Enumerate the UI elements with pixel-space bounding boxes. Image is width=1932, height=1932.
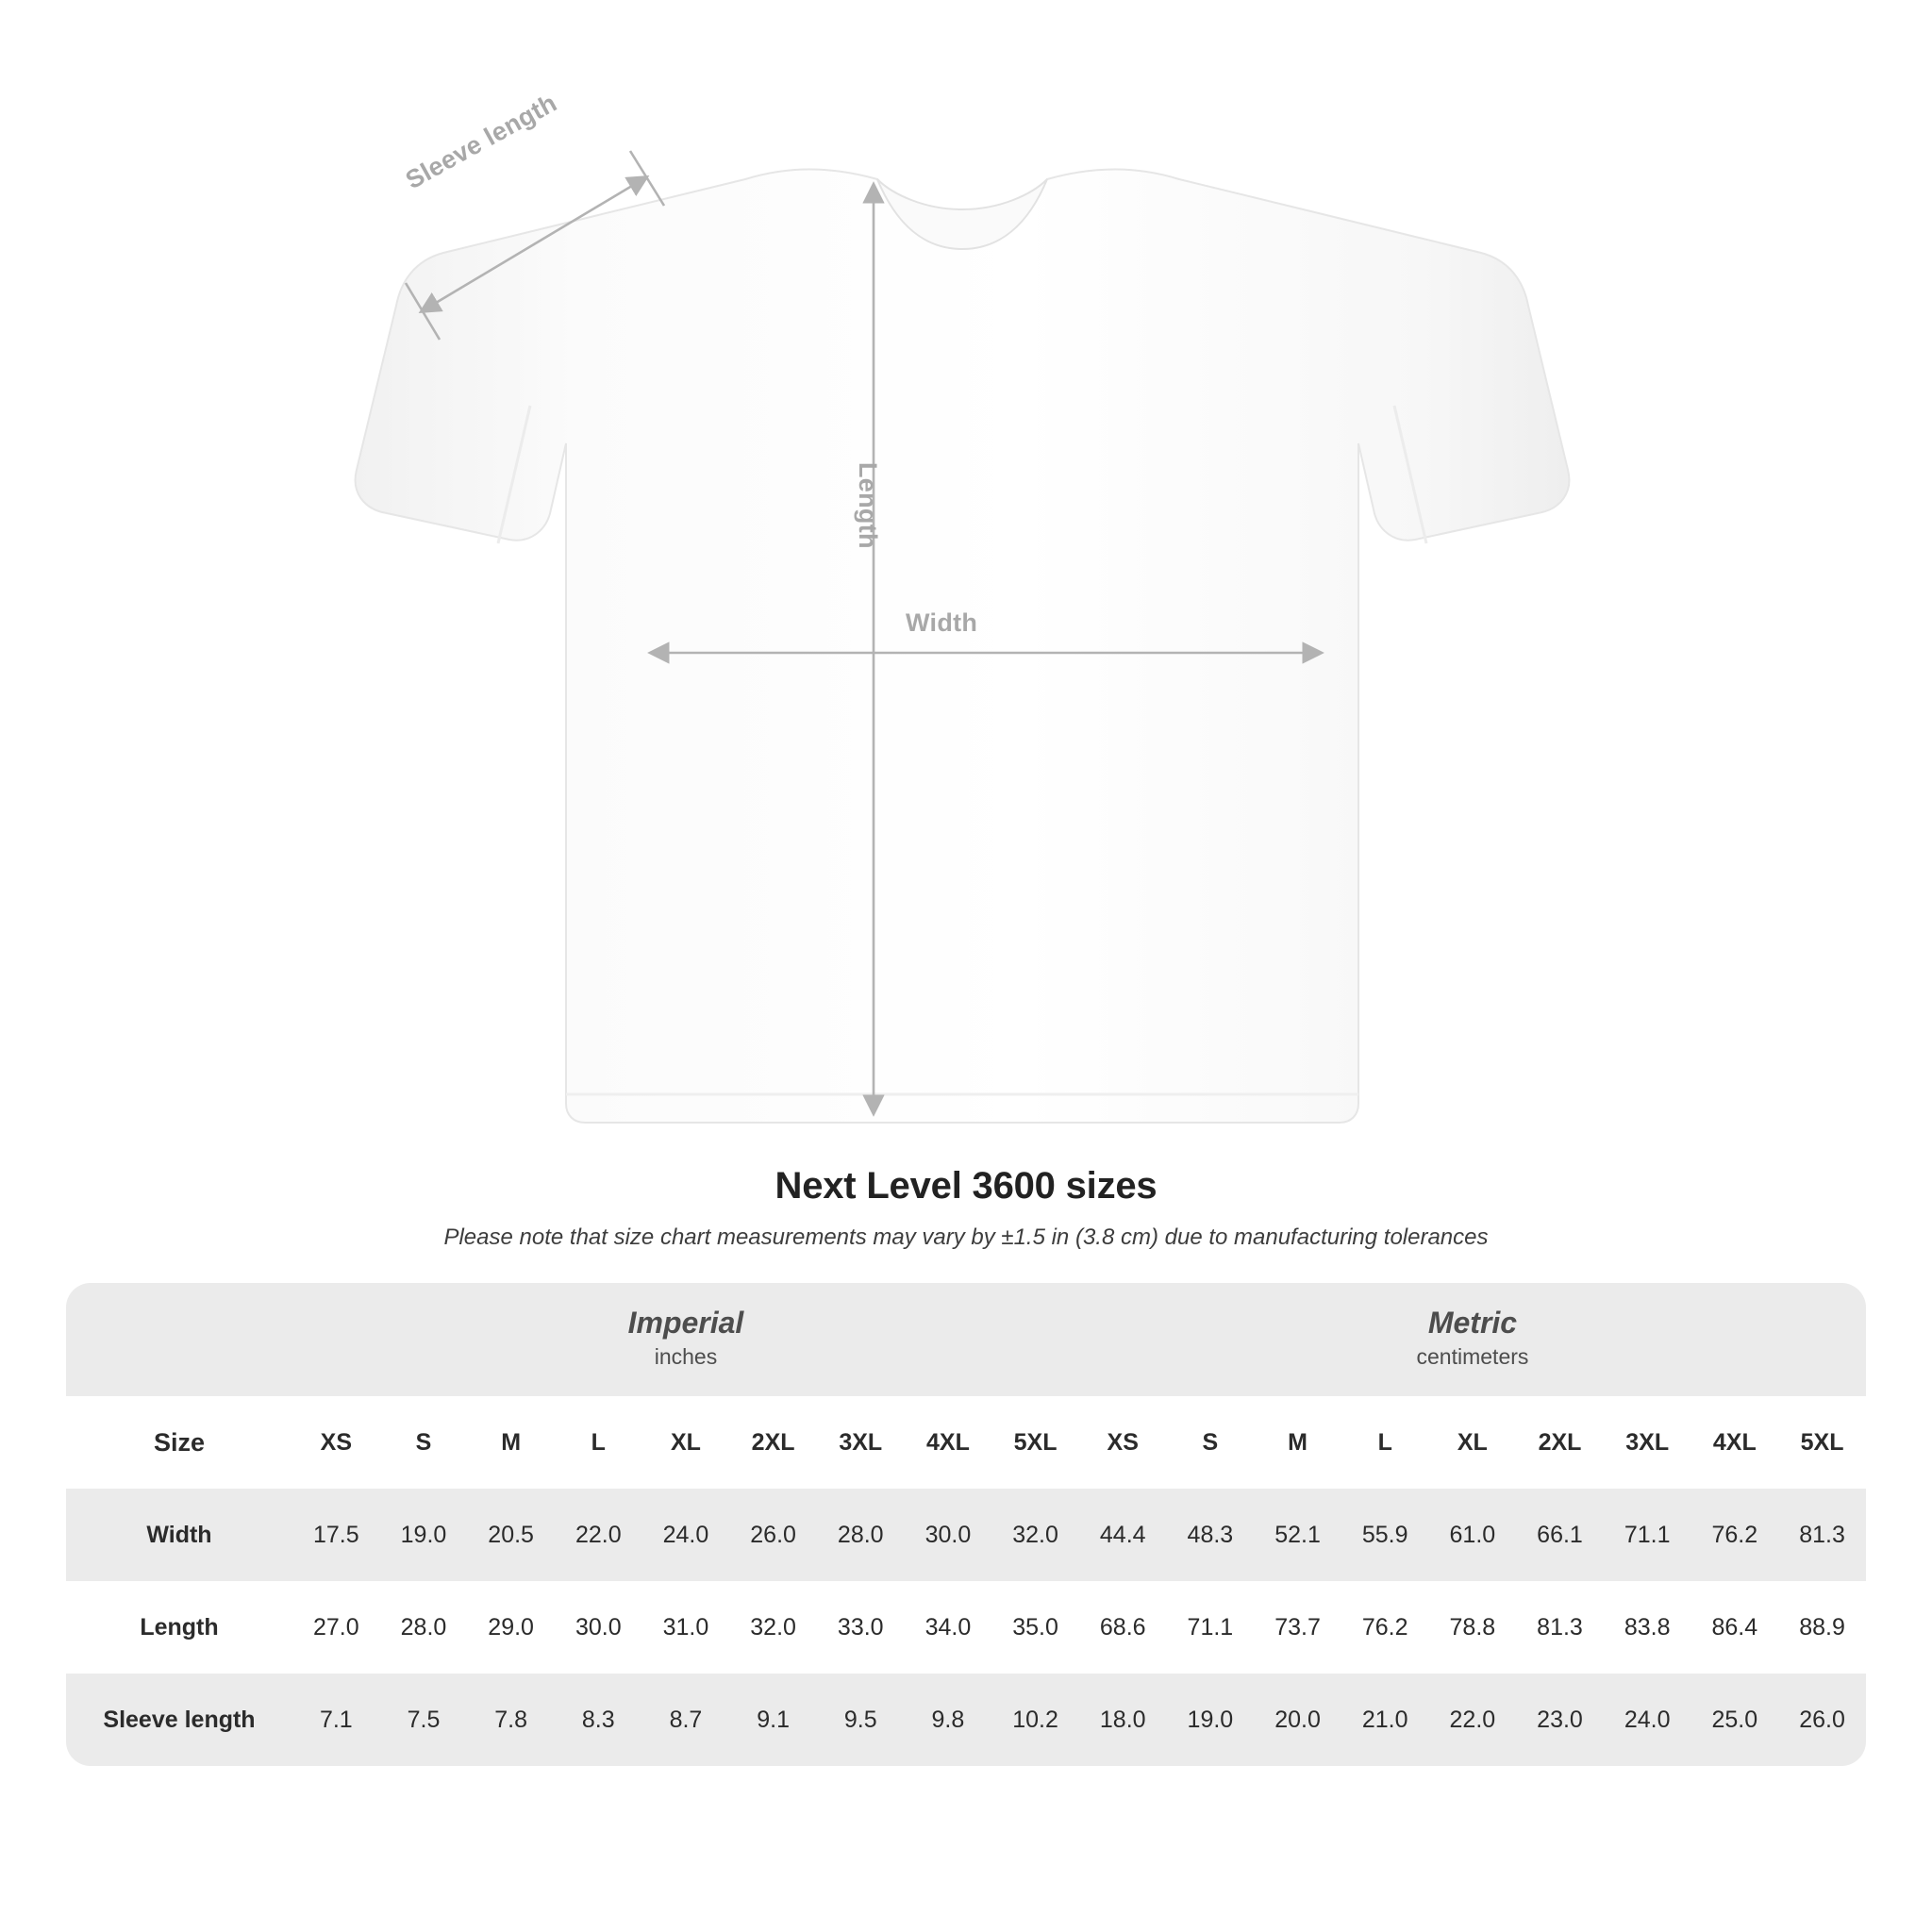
size-table xyxy=(66,1283,1866,1766)
table-cell: 28.0 xyxy=(380,1581,468,1674)
table-cell: 23.0 xyxy=(1516,1674,1604,1766)
column-header-size: 2XL xyxy=(1516,1396,1604,1489)
table-cell: 22.0 xyxy=(555,1489,642,1581)
table-cell: 32.0 xyxy=(991,1489,1079,1581)
length-label: Length xyxy=(854,462,882,549)
table-cell: 26.0 xyxy=(1778,1674,1866,1766)
row-header-measure: Width xyxy=(66,1489,292,1581)
table-cell: 73.7 xyxy=(1254,1581,1341,1674)
row-header-measure: Sleeve length xyxy=(66,1674,292,1766)
table-cell: 7.5 xyxy=(380,1674,468,1766)
table-cell: 19.0 xyxy=(380,1489,468,1581)
column-header-size: 5XL xyxy=(991,1396,1079,1489)
table-cell: 30.0 xyxy=(555,1581,642,1674)
title-block xyxy=(0,1165,1932,1251)
table-cell: 81.3 xyxy=(1778,1489,1866,1581)
table-cell: 61.0 xyxy=(1429,1489,1517,1581)
column-header-size: 3XL xyxy=(817,1396,905,1489)
column-header-size: XS xyxy=(1079,1396,1167,1489)
table-cell: 66.1 xyxy=(1516,1489,1604,1581)
column-header-size: XL xyxy=(642,1396,730,1489)
table-cell: 76.2 xyxy=(1341,1581,1429,1674)
unit-group-imperial xyxy=(292,1283,1079,1396)
table-cell: 9.1 xyxy=(729,1674,817,1766)
table-cell: 7.1 xyxy=(292,1674,380,1766)
table-cell: 48.3 xyxy=(1167,1489,1255,1581)
table-cell: 24.0 xyxy=(642,1489,730,1581)
table-cell: 33.0 xyxy=(817,1581,905,1674)
table-cell: 25.0 xyxy=(1691,1674,1779,1766)
unit-header-row xyxy=(66,1283,1866,1396)
table-cell: 52.1 xyxy=(1254,1489,1341,1581)
table-cell: 32.0 xyxy=(729,1581,817,1674)
table-cell: 76.2 xyxy=(1691,1489,1779,1581)
table-cell: 20.0 xyxy=(1254,1674,1341,1766)
table-cell: 19.0 xyxy=(1167,1674,1255,1766)
unit-group-imperial-name: Imperial xyxy=(627,1306,744,1341)
column-header-size: 3XL xyxy=(1604,1396,1691,1489)
tolerance-note: Please note that size chart measurements may vary by ±1.5 in (3.8 cm) due to manufacturing tolerances xyxy=(443,1224,1489,1250)
table-cell: 8.7 xyxy=(642,1674,730,1766)
column-header-size: S xyxy=(380,1396,468,1489)
table-cell: 21.0 xyxy=(1341,1674,1429,1766)
table-cell: 8.3 xyxy=(555,1674,642,1766)
table-cell: 88.9 xyxy=(1778,1581,1866,1674)
table-cell: 83.8 xyxy=(1604,1581,1691,1674)
table-cell: 55.9 xyxy=(1341,1489,1429,1581)
table-cell: 30.0 xyxy=(905,1489,992,1581)
table-cell: 7.8 xyxy=(467,1674,555,1766)
page-title: Next Level 3600 sizes xyxy=(774,1165,1158,1207)
unit-group-metric xyxy=(1079,1283,1866,1396)
column-header-size: 4XL xyxy=(1691,1396,1779,1489)
table-cell: 78.8 xyxy=(1429,1581,1517,1674)
table-cell: 9.5 xyxy=(817,1674,905,1766)
table-cell: 24.0 xyxy=(1604,1674,1691,1766)
table-header-row xyxy=(66,1396,1866,1489)
table-row xyxy=(66,1674,1866,1766)
column-header-size: L xyxy=(1341,1396,1429,1489)
table-cell: 81.3 xyxy=(1516,1581,1604,1674)
tshirt-shape xyxy=(356,170,1570,1124)
table-cell: 28.0 xyxy=(817,1489,905,1581)
table-cell: 71.1 xyxy=(1604,1489,1691,1581)
table-cell: 35.0 xyxy=(991,1581,1079,1674)
table-cell: 26.0 xyxy=(729,1489,817,1581)
table-cell: 31.0 xyxy=(642,1581,730,1674)
column-header-size: 2XL xyxy=(729,1396,817,1489)
table-cell: 27.0 xyxy=(292,1581,380,1674)
row-header-measure: Length xyxy=(66,1581,292,1674)
unit-group-metric-name: Metric xyxy=(1427,1306,1518,1341)
column-header-size: 5XL xyxy=(1778,1396,1866,1489)
width-label: Width xyxy=(906,608,978,637)
table-cell: 34.0 xyxy=(905,1581,992,1674)
table-cell: 20.5 xyxy=(467,1489,555,1581)
column-header-size: M xyxy=(467,1396,555,1489)
table-cell: 22.0 xyxy=(1429,1674,1517,1766)
table-cell: 44.4 xyxy=(1079,1489,1167,1581)
table-cell: 86.4 xyxy=(1691,1581,1779,1674)
table-cell: 71.1 xyxy=(1167,1581,1255,1674)
column-header-size: 4XL xyxy=(905,1396,992,1489)
column-header-size: L xyxy=(555,1396,642,1489)
table-cell: 10.2 xyxy=(991,1674,1079,1766)
size-table-wrap xyxy=(66,1283,1866,1766)
table-cell: 9.8 xyxy=(905,1674,992,1766)
table-cell: 29.0 xyxy=(467,1581,555,1674)
column-header-size: XS xyxy=(292,1396,380,1489)
table-cell: 68.6 xyxy=(1079,1581,1167,1674)
column-header-size: XL xyxy=(1429,1396,1517,1489)
unit-group-imperial-sub: inches xyxy=(654,1344,718,1370)
row-header-size: Size xyxy=(66,1396,292,1489)
column-header-size: S xyxy=(1167,1396,1255,1489)
table-row xyxy=(66,1581,1866,1674)
unit-group-metric-sub: centimeters xyxy=(1416,1344,1529,1370)
table-cell: 17.5 xyxy=(292,1489,380,1581)
sleeve-length-label: Sleeve length xyxy=(401,88,562,195)
column-header-size: M xyxy=(1254,1396,1341,1489)
unit-header-spacer xyxy=(66,1283,292,1396)
table-cell: 18.0 xyxy=(1079,1674,1167,1766)
table-row xyxy=(66,1489,1866,1581)
